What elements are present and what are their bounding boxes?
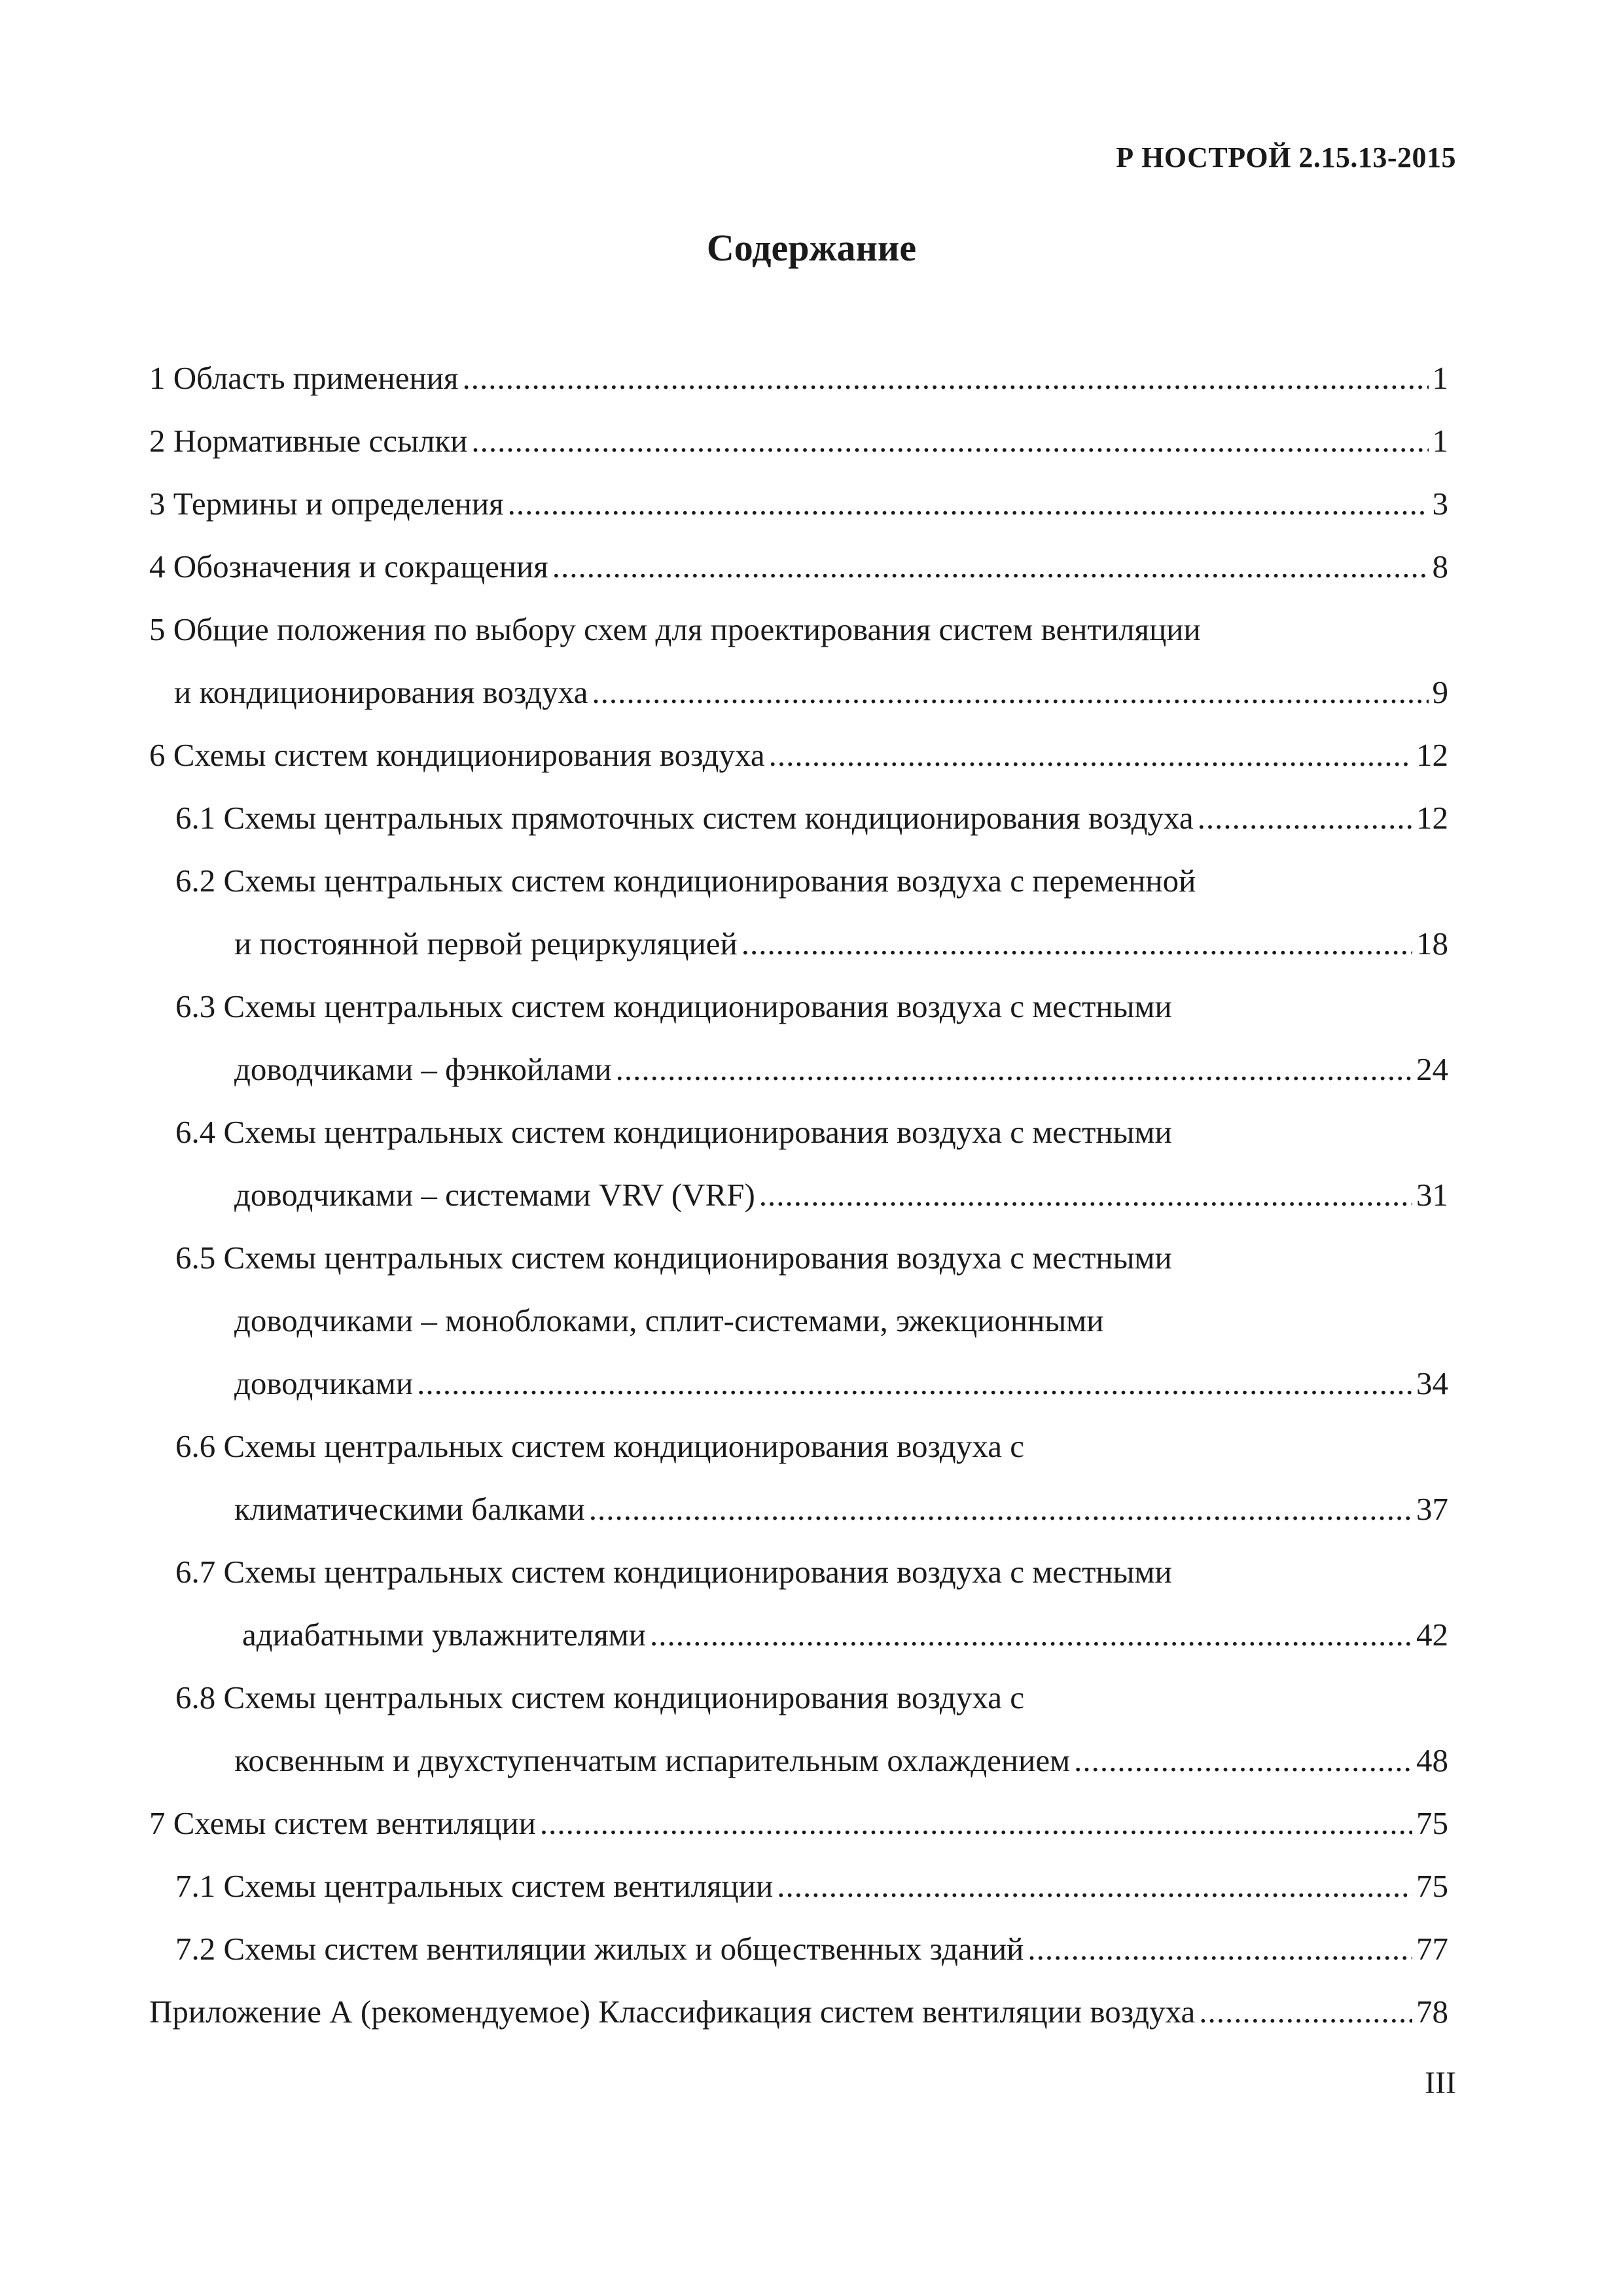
toc-leader-dots: [777, 1855, 1412, 1918]
table-of-contents: [149, 347, 1448, 2043]
toc-entry-title: 7.1 Схемы центральных систем вентиляции: [175, 1868, 774, 1904]
toc-entry-4[interactable]: [149, 535, 1448, 598]
toc-entry-title-cont: доводчиками – системами VRV (VRF): [234, 1177, 755, 1213]
toc-entry-title: 5 Общие положения по выбору схем для проектирования систем вентиляции: [149, 611, 1201, 647]
toc-entry-7[interactable]: [149, 1792, 1448, 1855]
toc-entry-title: 6.8 Схемы центральных систем кондиционирования воздуха с: [175, 1679, 1024, 1715]
toc-page-number: 75: [1416, 1805, 1448, 1841]
toc-leader-dots: [552, 535, 1429, 598]
toc-entry-title-cont: доводчиками: [234, 1365, 414, 1401]
toc-entry-6-5[interactable]: [149, 1227, 1448, 1415]
page-title: Содержание: [706, 226, 917, 269]
toc-page-number: 75: [1416, 1868, 1448, 1904]
toc-page-number: 1: [1432, 423, 1448, 459]
toc-entry-title: 1 Область применения: [149, 360, 459, 396]
toc-entry-6-4[interactable]: [149, 1101, 1448, 1227]
toc-entry-6-8[interactable]: [149, 1666, 1448, 1792]
toc-entry-1[interactable]: [149, 347, 1448, 410]
toc-entry-7-1[interactable]: [149, 1855, 1448, 1918]
toc-entry-7-2[interactable]: [149, 1918, 1448, 1981]
toc-leader-dots: [462, 347, 1428, 410]
toc-entry-title: 6.2 Схемы центральных систем кондиционирования воздуха с переменной: [175, 863, 1196, 899]
toc-entry-title: 6.7 Схемы центральных систем кондиционирования воздуха с местными: [175, 1554, 1172, 1590]
toc-page-number: 24: [1416, 1051, 1448, 1087]
toc-entry-title: 2 Нормативные ссылки: [149, 423, 468, 459]
toc-page-number: 9: [1432, 674, 1448, 710]
toc-page-number: 78: [1416, 1994, 1448, 2030]
toc-entry-title: 6.4 Схемы центральных систем кондиционирования воздуха с местными: [175, 1114, 1172, 1150]
toc-page-number: 1: [1432, 360, 1448, 396]
toc-entry-title: 3 Термины и определения: [149, 486, 504, 522]
toc-entry-title-cont: адиабатными увлажнителями: [242, 1617, 646, 1653]
toc-page-number: 77: [1416, 1931, 1448, 1967]
toc-leader-dots: [741, 912, 1412, 975]
toc-entry-appendix-a[interactable]: [149, 1981, 1448, 2043]
toc-leader-dots: [759, 1164, 1412, 1227]
toc-leader-dots: [417, 1352, 1412, 1415]
toc-leader-dots: [592, 661, 1428, 724]
toc-entry-6-2[interactable]: [149, 850, 1448, 975]
toc-page-number: 42: [1416, 1617, 1448, 1653]
toc-leader-dots: [1074, 1729, 1412, 1792]
toc-page-number: 48: [1416, 1742, 1448, 1778]
toc-page-number: 31: [1416, 1177, 1448, 1213]
toc-entry-5[interactable]: [149, 598, 1448, 724]
toc-entry-title: 6.5 Схемы центральных систем кондиционирования воздуха с местными: [175, 1240, 1172, 1276]
toc-entry-6-1[interactable]: [149, 787, 1448, 850]
toc-entry-title: Приложение А (рекомендуемое) Классификация систем вентиляции воздуха: [149, 1994, 1196, 2030]
toc-entry-2[interactable]: [149, 410, 1448, 473]
toc-entry-title-cont: доводчиками – моноблоками, сплит-системами, эжекционными: [234, 1302, 1104, 1338]
toc-entry-title: 6.1 Схемы центральных прямоточных систем кондиционирования воздуха: [175, 800, 1194, 836]
toc-leader-dots: [1198, 787, 1412, 850]
toc-leader-dots: [589, 1478, 1412, 1541]
toc-entry-6-7[interactable]: [149, 1541, 1448, 1666]
toc-entry-title-cont: и кондиционирования воздуха: [174, 674, 588, 710]
toc-entry-title-cont: доводчиками – фэнкойлами: [234, 1051, 612, 1087]
toc-entry-6-6[interactable]: [149, 1415, 1448, 1541]
toc-page-number: 8: [1432, 548, 1448, 584]
toc-page-number: 37: [1416, 1491, 1448, 1527]
toc-leader-dots: [471, 410, 1428, 473]
toc-page-number: 18: [1416, 925, 1448, 961]
toc-leader-dots: [508, 473, 1429, 535]
page-number: III: [1425, 2066, 1456, 2100]
toc-entry-title: 6.3 Схемы центральных систем кондиционирования воздуха с местными: [175, 988, 1172, 1024]
toc-entry-title: 4 Обозначения и сокращения: [149, 548, 548, 584]
toc-leader-dots: [540, 1792, 1412, 1855]
toc-entry-title: 7.2 Схемы систем вентиляции жилых и общественных зданий: [175, 1931, 1024, 1967]
toc-page-number: 12: [1416, 737, 1448, 773]
toc-page-number: 12: [1416, 800, 1448, 836]
toc-entry-title: 6.6 Схемы центральных систем кондиционирования воздуха с: [175, 1428, 1024, 1464]
toc-leader-dots: [650, 1604, 1412, 1666]
toc-entry-title-cont: климатическими балками: [234, 1491, 585, 1527]
toc-page-number: 34: [1416, 1365, 1448, 1401]
toc-leader-dots: [616, 1038, 1412, 1101]
toc-entry-title-cont: и постоянной первой рециркуляцией: [234, 925, 738, 961]
toc-entry-title: 6 Схемы систем кондиционирования воздуха: [149, 737, 765, 773]
toc-entry-title-cont: косвенным и двухступенчатым испарительным охлаждением: [234, 1742, 1071, 1778]
toc-leader-dots: [769, 724, 1412, 787]
toc-leader-dots: [1027, 1918, 1412, 1981]
document-code: Р НОСТРОЙ 2.15.13-2015: [1116, 141, 1456, 173]
toc-entry-6-3[interactable]: [149, 975, 1448, 1101]
toc-entry-title: 7 Схемы систем вентиляции: [149, 1805, 536, 1841]
toc-entry-6[interactable]: [149, 724, 1448, 787]
toc-page-number: 3: [1432, 486, 1448, 522]
toc-leader-dots: [1199, 1981, 1412, 2043]
toc-entry-3[interactable]: [149, 473, 1448, 535]
